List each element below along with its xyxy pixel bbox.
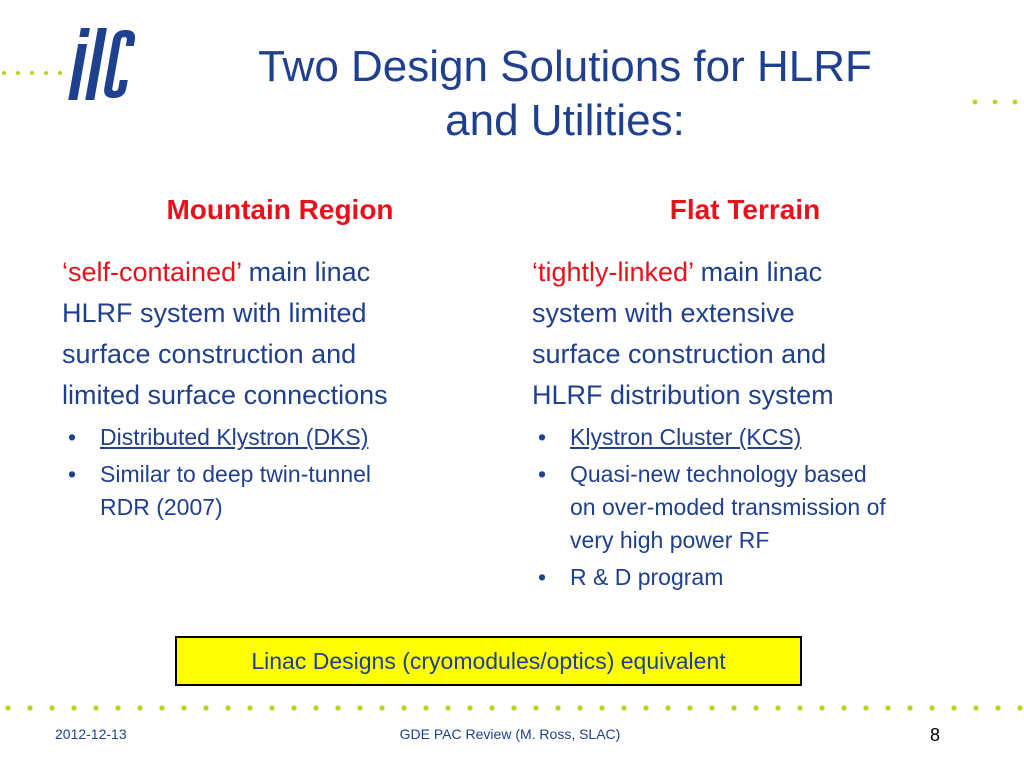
list-item [532, 458, 972, 557]
equivalence-callout-box: Linac Designs (cryomodules/optics) equivalent [175, 636, 802, 686]
right-lead-paragraph [532, 252, 972, 416]
right-bullet-2-line-1: Quasi-new technology based [570, 461, 867, 487]
bullet-icon: • [67, 461, 77, 487]
left-column [62, 252, 492, 528]
page-number: 8 [929, 725, 940, 745]
bullet-icon: • [67, 424, 77, 450]
right-lead-line-3: surface construction and [532, 339, 827, 369]
right-lead-line-1-rest: main linac [693, 257, 823, 287]
list-item [62, 458, 492, 524]
right-lead-line-4: HLRF distribution system [532, 380, 834, 410]
right-bullet-2-line-3: very high power RF [570, 527, 770, 553]
right-bullet-3-line-1: R & D program [570, 564, 724, 590]
slide-title-line-2: and Utilities: [445, 96, 685, 145]
left-lead-line-4: limited surface connections [62, 380, 388, 410]
left-lead-line-1 [62, 252, 492, 293]
decorative-dots-bottom [0, 701, 1024, 715]
bullet-icon: • [537, 424, 547, 450]
right-lead-highlight: ‘tightly-linked’ [532, 257, 694, 287]
slide-title-line-1: Two Design Solutions for HLRF [258, 42, 872, 91]
right-bullet-list [532, 421, 972, 594]
ilc-logo-icon [64, 22, 136, 104]
right-lead-line-2: system with extensive [532, 298, 795, 328]
right-bullet-1-line-1[interactable]: Klystron Cluster (KCS) [570, 424, 802, 450]
bullet-icon: • [537, 564, 547, 590]
left-lead-line-3: surface construction and [62, 339, 357, 369]
list-item [532, 561, 972, 594]
right-column-heading: Flat Terrain [669, 194, 821, 225]
left-bullet-2-line-2: RDR (2007) [100, 494, 223, 520]
bullet-icon: • [537, 461, 547, 487]
decorative-dots-top-right [965, 97, 1024, 107]
list-item [532, 421, 972, 454]
left-lead-paragraph [62, 252, 492, 416]
slide-title [180, 40, 950, 148]
left-bullet-1-line-1[interactable]: Distributed Klystron (DKS) [100, 424, 369, 450]
left-bullet-list [62, 421, 492, 524]
left-bullet-2-line-1: Similar to deep twin-tunnel [100, 461, 372, 487]
left-lead-line-1-rest: main linac [241, 257, 371, 287]
left-column-heading: Mountain Region [166, 194, 394, 225]
right-column [532, 252, 972, 598]
left-lead-line-2: HLRF system with limited [62, 298, 367, 328]
list-item [62, 421, 492, 454]
left-lead-highlight: ‘self-contained’ [62, 257, 242, 287]
footer-date: 2012-12-13 [55, 726, 127, 742]
footer-title: GDE PAC Review (M. Ross, SLAC) [399, 726, 621, 742]
decorative-dots-top-left [0, 68, 64, 78]
right-bullet-2-line-2: on over-moded transmission of [570, 494, 886, 520]
right-lead-line-1 [532, 252, 972, 293]
